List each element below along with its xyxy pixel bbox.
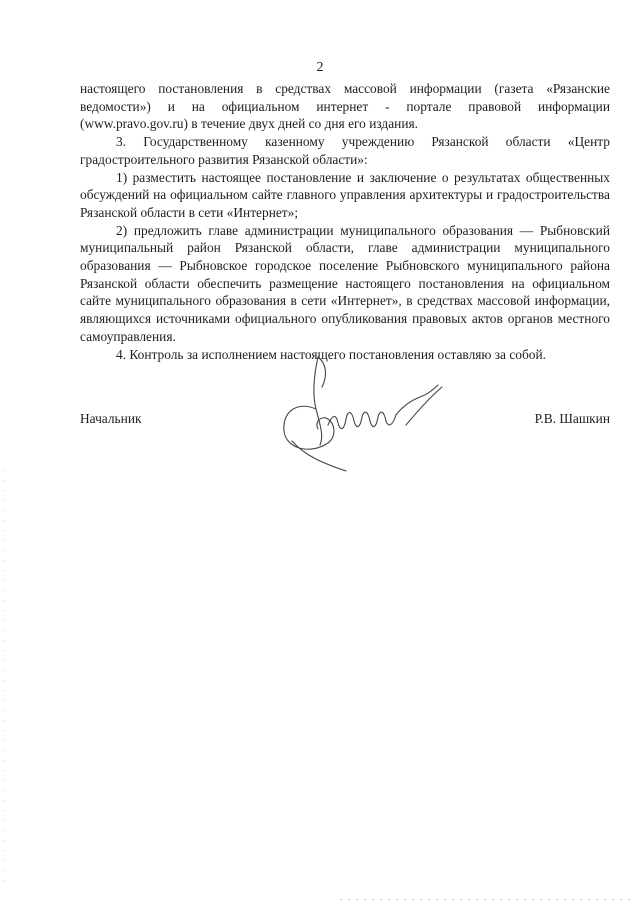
position-title: Начальник xyxy=(80,411,142,426)
paragraph-continuation: настоящего постановления в средствах массовой информации (газета «Рязанские ведомости») и на официальном интернет - портале правовой информации (www.pravo.gov.ru) в течение двух дней со дня его издания. xyxy=(80,81,610,132)
handwritten-signature xyxy=(270,345,470,475)
scan-margin-artifact xyxy=(2,470,4,890)
paragraph-item-4: 4. Контроль за исполнением настоящего постановления оставляю за собой. xyxy=(116,346,547,362)
paragraph-subitem-1: 1) разместить настоящее постановление и заключение о результатах общественных обсуждений на официальном сайте главного управления архитектуры и градостроительства Рязанской области в сети «Интернет»; xyxy=(80,169,610,220)
page-number: 2 xyxy=(316,60,324,75)
signatory-name: Р.В. Шашкин xyxy=(534,411,610,426)
scan-bottom-artifact xyxy=(340,898,635,901)
document-body xyxy=(80,80,610,363)
paragraph-item-3: 3. Государственному казенному учреждению Рязанской области «Центр градостроительного развития Рязанской области»: xyxy=(80,134,610,167)
paragraph-subitem-2: 2) предложить главе администрации муниципального образования — Рыбновский муниципальный район Рязанской области, главе администрации муниципального образования — Рыбновское городское поселение Рыбновского муниципального района Рязанской области обеспечить размещение настоящего постановления на официальном сайте муниципального образования в сети «Интернет», в средствах массовой информации, являющихся источниками официального опубликования правовых актов органов местного самоуправления. xyxy=(80,222,610,344)
